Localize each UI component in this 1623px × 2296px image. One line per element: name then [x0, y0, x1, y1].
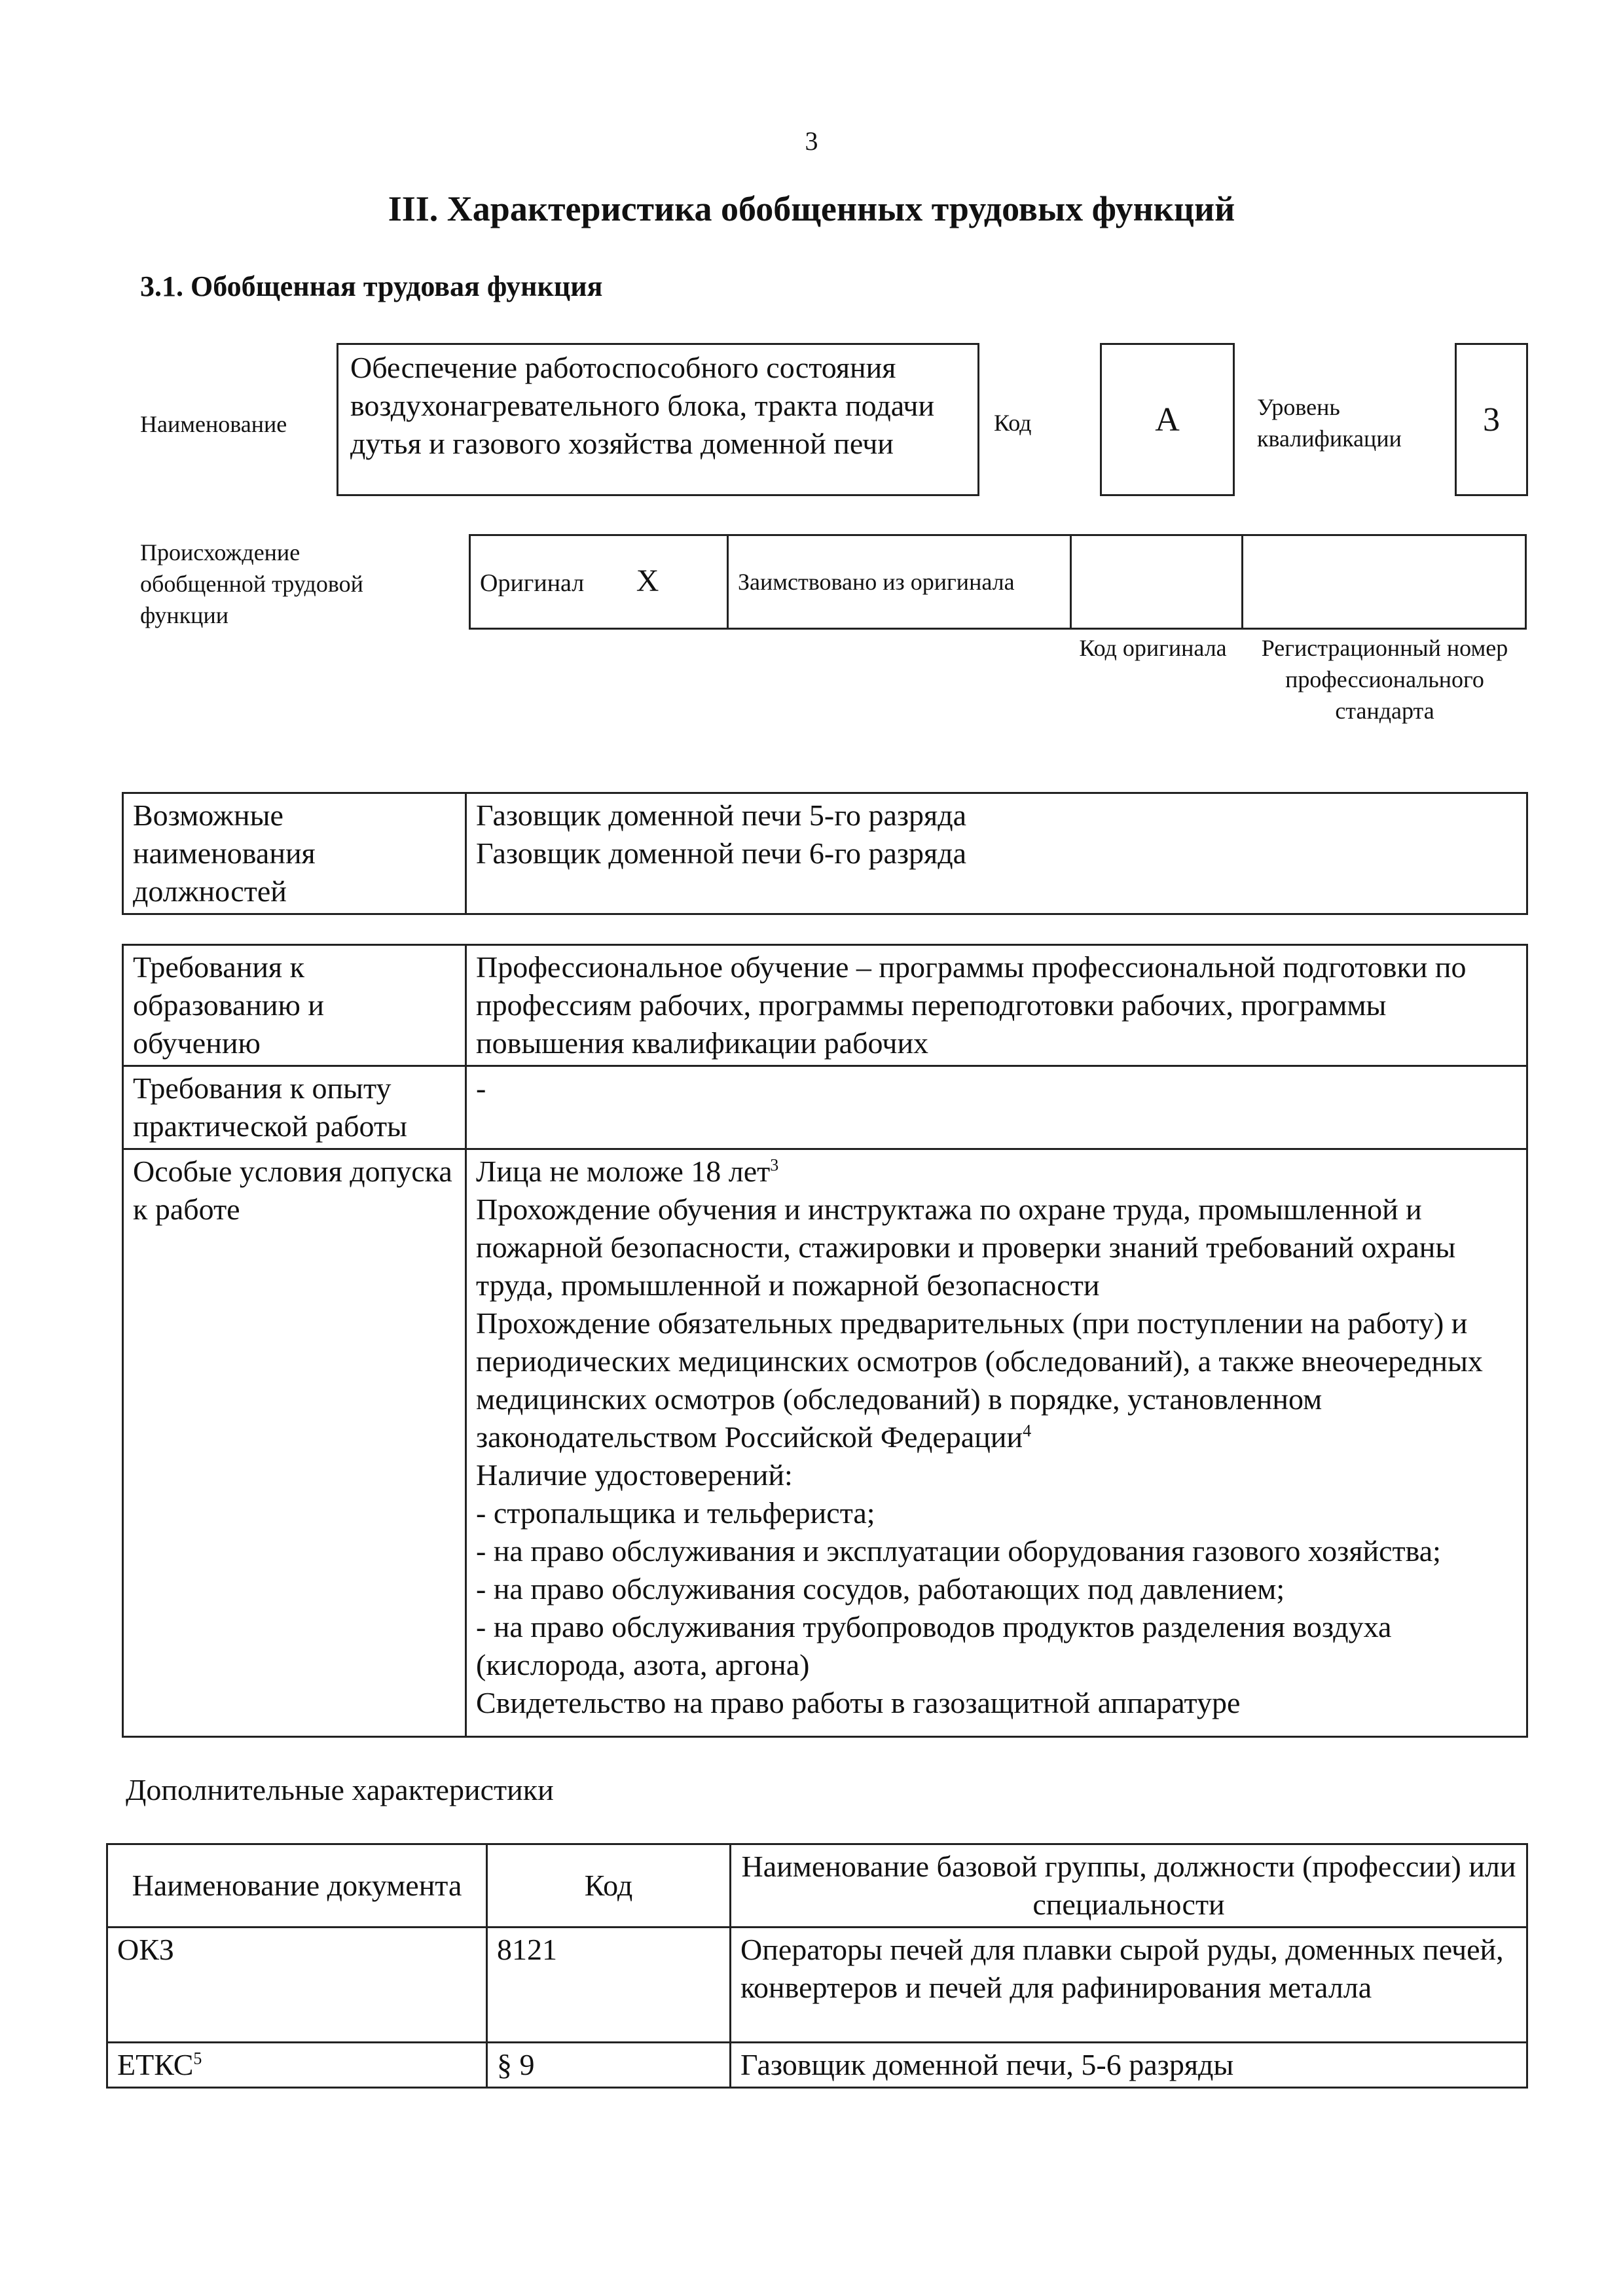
experience-label: Требования к опыту практической работы [133, 1071, 407, 1143]
col-doc-header: Наименование документа [107, 1844, 487, 1928]
code-cell: § 9 [487, 2043, 731, 2088]
condition-line: Свидетельство на право работы в газозащитной аппаратуре [476, 1686, 1241, 1719]
condition-line: Прохождение обязательных предварительных (при поступлении на работу) и периодических медицинских осмотров (обследований), а также внеочередных медицинских осмотров (обследований) в порядке, установленном законодательством Российской Федерации$^4$ [476, 1306, 1483, 1454]
name-value-box [337, 343, 979, 496]
experience-value: - [476, 1071, 486, 1105]
experience-value-cell [466, 1066, 1527, 1149]
positions-values-cell [466, 793, 1527, 914]
condition-line: - на право обслуживания сосудов, работающих под давлением; [476, 1572, 1285, 1605]
original-label: Оригинал [480, 569, 585, 597]
education-label-cell [123, 945, 466, 1066]
condition-line: Лица не моложе 18 лет$^3$ [476, 1155, 779, 1188]
footnote-4: 4 [1023, 1421, 1032, 1441]
borrowed-cell [728, 535, 1071, 629]
doc-cell: ОКЗ [107, 1928, 487, 2043]
section-title: III. Характеристика обобщенных трудовых функций [388, 189, 1235, 228]
condition-line: - на право обслуживания трубопроводов продуктов разделения воздуха (кислорода, азота, аргона) [476, 1610, 1392, 1681]
condition-line: Прохождение обучения и инструктажа по охране труда, промышленной и пожарной безопасности, стажировки и проверки знаний требований охраны труда, промышленной и пожарной безопасности [476, 1193, 1456, 1302]
level-value-box [1455, 343, 1528, 496]
table-row [107, 1928, 1527, 2043]
code-original-caption: Код оригинала [1079, 635, 1227, 661]
additional-table [106, 1843, 1528, 2089]
table-row [107, 2043, 1527, 2088]
education-value-cell [466, 945, 1527, 1066]
additional-title: Дополнительные характеристики [126, 1773, 554, 1806]
name-cell: Операторы печей для плавки сырой руды, доменных печей, конвертеров и печей для рафинирования металла [731, 1928, 1527, 2043]
requirements-table [122, 944, 1528, 1738]
code-cell: 8121 [487, 1928, 731, 2043]
position-item: Газовщик доменной печи 5-го разряда [476, 798, 967, 832]
original-mark: Х [636, 563, 659, 598]
col-name-header: Наименование базовой группы, должности (профессии) или специальности [731, 1844, 1527, 1928]
positions-label: Возможные наименования должностей [133, 798, 316, 908]
page-number: 3 [805, 126, 818, 156]
origin-table [469, 534, 1527, 630]
education-label: Требования к образованию и обучению [133, 950, 324, 1060]
col-code-header: Код [487, 1844, 731, 1928]
footnote-5: 5 [193, 2049, 202, 2068]
condition-line: - на право обслуживания и эксплуатации оборудования газового хозяйства; [476, 1534, 1441, 1568]
level-value: 3 [1483, 401, 1500, 439]
name-value: Обеспечение работоспособного состояния воздухонагревательного блока, тракта подачи дутья и газового хозяйства доменной печи [350, 351, 935, 460]
positions-label-cell [123, 793, 466, 914]
experience-label-cell [123, 1066, 466, 1149]
origin-original-cell [470, 535, 728, 629]
position-item: Газовщик доменной печи 6-го разряда [476, 836, 967, 870]
subsection-title: 3.1. Обобщенная трудовая функция [140, 270, 603, 302]
conditions-label-cell [123, 1149, 466, 1737]
conditions-value-cell [466, 1149, 1527, 1737]
code-original-cell [1071, 535, 1243, 629]
conditions-label: Особые условия допуска к работе [133, 1155, 452, 1226]
condition-line: Наличие удостоверений: [476, 1458, 793, 1492]
doc-cell: ЕТКС$^5$ [107, 2043, 487, 2088]
level-label: Уровень квалификации [1257, 394, 1402, 452]
origin-label: Происхождение обобщенной трудовой функции [140, 539, 363, 628]
reg-number-caption: Регистрационный номер профессионального стандарта [1261, 635, 1508, 724]
code-value-box [1100, 343, 1235, 496]
code-label: Код [994, 410, 1032, 436]
name-label: Наименование [140, 411, 287, 437]
condition-line: - стропальщика и тельфериста; [476, 1496, 875, 1530]
education-value: Профессиональное обучение – программы профессиональной подготовки по профессиям рабочих, программы переподготовки рабочих, программы повышения квалификации рабочих [476, 950, 1467, 1060]
footnote-3: 3 [770, 1155, 779, 1175]
borrowed-label: Заимствовано из оригинала [738, 569, 1015, 595]
name-cell: Газовщик доменной печи, 5-6 разряды [731, 2043, 1527, 2088]
positions-table [122, 792, 1528, 915]
reg-number-cell [1243, 535, 1526, 629]
code-value: А [1155, 401, 1180, 439]
